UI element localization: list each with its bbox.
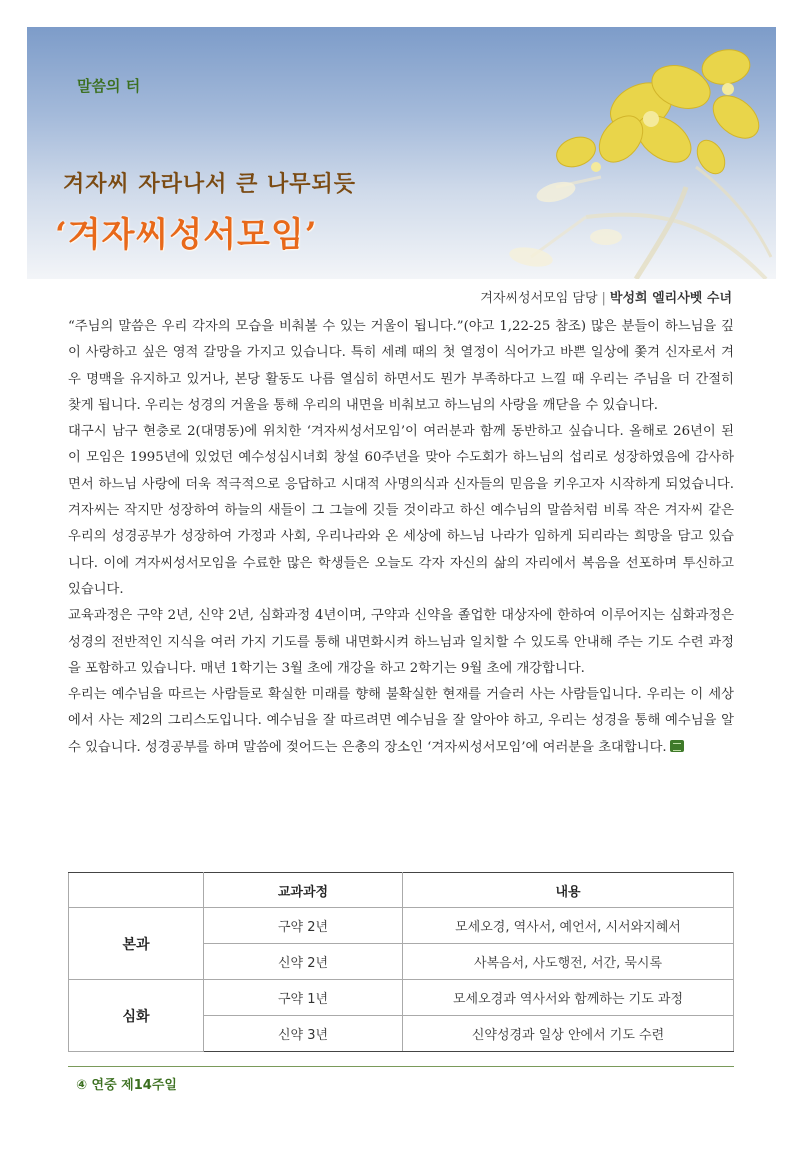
article-title: ‘겨자씨성서모임’ — [55, 215, 318, 255]
byline-role: 겨자씨성서모임 담당 — [480, 291, 598, 306]
content-cell: 모세오경과 역사서와 함께하는 기도 과정 — [403, 980, 734, 1016]
content-cell: 신약성경과 일상 안에서 기도 수련 — [403, 1016, 734, 1052]
table-row — [69, 908, 734, 944]
content-cell: 모세오경, 역사서, 예언서, 시서와지혜서 — [403, 908, 734, 944]
paragraph: “주님의 말씀은 우리 각자의 모습을 비춰볼 수 있는 거울이 됩니다.”(야고 1,22-25 참조) 많은 분들이 하느님을 깊이 사랑하고 싶은 영적 갈망을 가지고 있습니다. 특히 세례 때의 첫 열정이 식어가고 바쁜 일상에 쫓겨 신자로서 겨우 명맥을 유지하고 있거나, 본당 활동도 나름 열심히 하면서도 뭔가 부족하다고 느낄 때 우리는 주님을 더 간절히 찾게 됩니다. 우리는 성경의 거울을 통해 우리의 내면을 비춰보고 하느님의 사랑을 깨닫을 수 있습니다. — [68, 319, 734, 413]
paragraph — [68, 682, 734, 761]
byline-separator: | — [601, 291, 606, 306]
course-cell: 구약 1년 — [204, 980, 403, 1016]
page-footer: ④ 연중 제14주일 — [76, 1078, 177, 1093]
paragraph-text: 우리는 예수님을 따르는 사람들로 확실한 미래를 향해 불확실한 현재를 거슬러 사는 사람들입니다. 우리는 이 세상에서 사는 제2의 그리스도입니다. 예수님을 잘 따르려면 예수님을 잘 알아야 하고, 우리는 성경을 통해 예수님을 알 수 있습니다. 성경공부를 하며 말씀에 젖어드는 은총의 장소인 ‘겨자씨성서모임’에 여러분을 초대합니다. — [68, 687, 734, 755]
group-cell: 심화 — [69, 980, 204, 1052]
article-subtitle: 겨자씨 자라나서 큰 나무되듯 — [63, 171, 357, 197]
table-header-cell — [69, 873, 204, 908]
flower-illustration — [436, 27, 776, 279]
paragraph: 교육과정은 구약 2년, 신약 2년, 심화과정 4년이며, 구약과 신약을 졸업한 대상자에 한하여 이루어지는 심화과정은 성경의 전반적인 지식을 여러 가지 기도를 통해 내면화시켜 하느님과 일치할 수 있도록 안내해 주는 기도 수련 과정을 포함하고 있습니다. 매년 1학기는 3월 초에 개강을 하고 2학기는 9월 초에 개강합니다. — [68, 608, 734, 676]
table-header-course: 교과과정 — [204, 873, 403, 908]
article-body — [68, 314, 734, 761]
table-header-content: 내용 — [403, 873, 734, 908]
byline-name: 박성희 엘리사벳 수녀 — [609, 291, 732, 306]
paragraph: 대구시 남구 현충로 2(대명동)에 위치한 ‘겨자씨성서모임’이 여러분과 함께 동반하고 싶습니다. 올해로 26년이 된 이 모임은 1995년에 있었던 예수성심시녀회 창설 60주년을 맞아 수도회가 하느님의 섭리로 성장하였음에 감사하면서 하느님 사랑에 더욱 적극적으로 응답하고 시대적 사명의식과 신자들의 믿음을 키우고자 시작하게 되었습니다. 겨자씨는 작지만 성장하여 하늘의 새들이 그 그늘에 깃들 것이라고 하신 예수님의 말씀처럼 비록 작은 겨자씨 같은 우리의 성경공부가 성장하여 가정과 사회, 우리나라와 온 세상에 하느님 나라가 임하게 되리라는 희망을 담고 있습니다. 이에 겨자씨성서모임을 수료한 많은 학생들은 오늘도 각자 자신의 삶의 자리에서 복음을 선포하며 투신하고 있습니다. — [68, 424, 734, 597]
footer-divider — [68, 1066, 734, 1067]
table-header-row — [69, 873, 734, 908]
course-cell: 구약 2년 — [204, 908, 403, 944]
group-cell: 본과 — [69, 908, 204, 980]
course-cell: 신약 3년 — [204, 1016, 403, 1052]
byline — [480, 287, 732, 306]
end-mark-icon — [670, 740, 684, 752]
table-row — [69, 980, 734, 1016]
course-cell: 신약 2년 — [204, 944, 403, 980]
header-banner — [27, 27, 776, 279]
section-label: 말씀의 터 — [77, 77, 141, 95]
curriculum-table — [68, 872, 734, 1052]
content-cell: 사복음서, 사도행전, 서간, 묵시록 — [403, 944, 734, 980]
